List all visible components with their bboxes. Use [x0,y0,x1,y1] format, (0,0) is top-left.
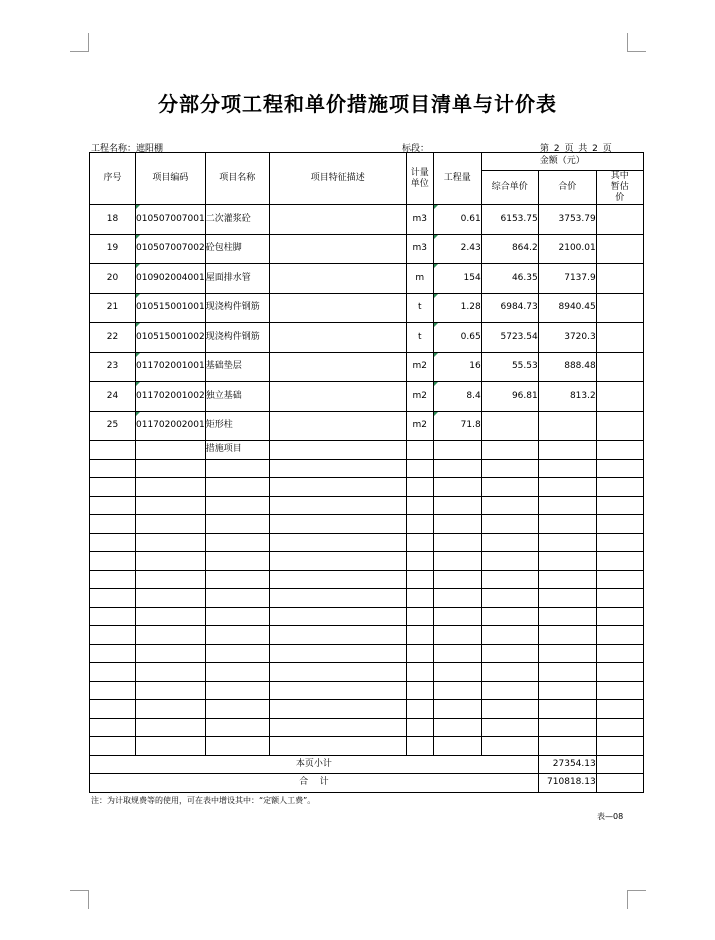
crop-mark-bottom-left [70,890,89,909]
empty-cell [205,533,269,552]
row-description [269,234,406,264]
empty-cell [90,441,136,460]
empty-cell [433,589,481,608]
empty-cell [269,644,406,663]
empty-cell [269,533,406,552]
empty-cell [481,441,538,460]
empty-cell [596,515,643,534]
footnote: 注：为计取规费等的使用，可在表中增设其中：“定额人工费”。 [91,796,316,805]
empty-cell [538,700,596,719]
row-quantity: 8.4 [433,382,481,412]
empty-cell [433,441,481,460]
cell-marker-icon [136,205,140,209]
cell-marker-icon [136,264,140,268]
empty-cell [269,459,406,478]
empty-cell [538,626,596,645]
empty-cell [433,644,481,663]
row-item-name: 独立基础 [205,382,269,412]
empty-cell [596,478,643,497]
empty-cell [538,478,596,497]
empty-cell [90,607,136,626]
row-total-price: 2100.01 [538,234,596,264]
row-provisional [596,293,643,323]
header-code: 项目编码 [136,153,206,205]
empty-cell [433,663,481,682]
table-row [90,411,644,441]
row-code: 011702001001 [136,352,206,382]
document-title: 分部分项工程和单价措施项目清单与计价表 [158,92,557,116]
row-quantity: 0.65 [433,323,481,353]
row-unit: t [406,323,433,353]
empty-cell [406,737,433,756]
cell-marker-icon [136,353,140,357]
row-code: 011702001002 [136,382,206,412]
page-subtotal-row-label: 本页小计 [90,755,539,774]
empty-cell [269,718,406,737]
page-indicator: 第 2 页 共 2 页 [540,144,612,154]
table-row-measures [90,441,644,460]
empty-cell [538,441,596,460]
row-description [269,382,406,412]
empty-cell [596,496,643,515]
empty-cell [90,533,136,552]
row-item-name: 屋面排水管 [205,264,269,294]
row-total-price: 813.2 [538,382,596,412]
empty-row [90,515,644,534]
cell-marker-icon [136,235,140,239]
empty-cell [406,644,433,663]
empty-cell [596,552,643,571]
row-item-name: 现浇构件钢筋 [205,323,269,353]
header-provisional-price: 其中暂估价 [596,171,643,205]
empty-cell [596,441,643,460]
empty-cell [90,663,136,682]
table-row [90,264,644,294]
empty-cell [433,607,481,626]
empty-cell [90,700,136,719]
empty-cell [90,737,136,756]
empty-cell [481,718,538,737]
empty-cell [433,700,481,719]
row-index: 23 [90,352,136,382]
empty-cell [596,644,643,663]
row-index: 25 [90,411,136,441]
header-unit: 计量单位 [406,153,433,205]
empty-row [90,496,644,515]
row-quantity: 1.28 [433,293,481,323]
row-quantity: 71.8 [433,411,481,441]
header-amount: 金额（元） [481,153,643,171]
cell-marker-icon [434,353,438,357]
empty-cell [406,626,433,645]
empty-cell [433,496,481,515]
bill-table [89,152,644,793]
empty-cell [538,737,596,756]
empty-cell [406,663,433,682]
section-label: 标段： [402,144,430,154]
empty-cell [433,515,481,534]
empty-cell [269,552,406,571]
row-index: 21 [90,293,136,323]
header-description: 项目特征描述 [269,153,406,205]
empty-row [90,644,644,663]
empty-cell [406,552,433,571]
row-description [269,293,406,323]
empty-cell [269,496,406,515]
empty-cell [136,441,206,460]
empty-cell [406,607,433,626]
row-item-name: 现浇构件钢筋 [205,293,269,323]
empty-cell [136,663,206,682]
empty-cell [269,626,406,645]
empty-cell [205,718,269,737]
table-row [90,234,644,264]
row-description [269,411,406,441]
table-row [90,293,644,323]
empty-cell [269,737,406,756]
empty-cell [433,570,481,589]
grand-total-row-value: 710818.13 [538,774,596,793]
row-index: 22 [90,323,136,353]
empty-cell [90,718,136,737]
empty-cell [596,626,643,645]
empty-cell [136,478,206,497]
empty-cell [269,515,406,534]
empty-cell [596,607,643,626]
empty-cell [596,700,643,719]
empty-cell [406,700,433,719]
empty-row [90,459,644,478]
row-total-price: 888.48 [538,352,596,382]
empty-cell [205,515,269,534]
cell-marker-icon [434,412,438,416]
empty-cell [433,718,481,737]
cell-marker-icon [434,323,438,327]
empty-cell [90,515,136,534]
row-total-price [538,411,596,441]
empty-cell [90,459,136,478]
table-row [90,205,644,235]
row-unit: m2 [406,352,433,382]
empty-cell [205,552,269,571]
table-row [90,352,644,382]
empty-cell [433,737,481,756]
empty-cell [481,737,538,756]
empty-cell [538,589,596,608]
empty-cell [269,681,406,700]
empty-cell [596,533,643,552]
empty-cell [481,533,538,552]
row-code: 011702002001 [136,411,206,441]
row-quantity: 2.43 [433,234,481,264]
row-index: 20 [90,264,136,294]
row-provisional [596,411,643,441]
empty-cell [538,718,596,737]
empty-cell [596,737,643,756]
empty-row [90,700,644,719]
empty-cell [205,737,269,756]
empty-cell [136,552,206,571]
empty-cell [481,644,538,663]
row-unit-price: 5723.54 [481,323,538,353]
empty-cell [136,570,206,589]
row-code: 010507007001 [136,205,206,235]
row-unit-price [481,411,538,441]
empty-cell [481,515,538,534]
empty-cell [90,626,136,645]
empty-cell [433,681,481,700]
empty-cell [481,626,538,645]
empty-cell [538,644,596,663]
empty-cell [538,607,596,626]
empty-cell [205,700,269,719]
row-item-name: 基础垫层 [205,352,269,382]
row-unit: m3 [406,205,433,235]
empty-cell [406,441,433,460]
row-unit-price: 96.81 [481,382,538,412]
row-total-price: 3720.3 [538,323,596,353]
empty-row [90,663,644,682]
empty-cell [596,774,643,793]
empty-row [90,718,644,737]
row-description [269,352,406,382]
grand-total-row [90,774,644,793]
empty-cell [481,459,538,478]
empty-cell [406,681,433,700]
empty-row [90,533,644,552]
empty-row [90,570,644,589]
empty-cell [481,700,538,719]
empty-cell [269,607,406,626]
row-code: 010507007002 [136,234,206,264]
row-unit: t [406,293,433,323]
empty-cell [205,626,269,645]
empty-cell [596,755,643,774]
row-provisional [596,323,643,353]
cell-marker-icon [434,382,438,386]
empty-cell [481,496,538,515]
cell-marker-icon [434,205,438,209]
empty-row [90,681,644,700]
empty-cell [136,496,206,515]
empty-cell [90,570,136,589]
empty-cell [538,515,596,534]
empty-cell [205,663,269,682]
row-unit-price: 46.35 [481,264,538,294]
empty-cell [90,644,136,663]
empty-cell [481,570,538,589]
empty-cell [433,626,481,645]
row-unit-price: 6984.73 [481,293,538,323]
row-item-name: 二次灌浆砼 [205,205,269,235]
page-subtotal-row-value: 27354.13 [538,755,596,774]
row-code: 010515001001 [136,293,206,323]
row-index: 24 [90,382,136,412]
empty-cell [205,607,269,626]
empty-cell [406,459,433,478]
row-provisional [596,234,643,264]
empty-cell [269,570,406,589]
empty-cell [596,589,643,608]
cell-marker-icon [136,294,140,298]
row-unit: m2 [406,382,433,412]
cell-marker-icon [434,264,438,268]
row-code: 010515001002 [136,323,206,353]
grand-total-row-label: 合 计 [90,774,539,793]
empty-cell [269,441,406,460]
empty-cell [596,459,643,478]
row-item-name: 矩形柱 [205,411,269,441]
empty-cell [481,589,538,608]
header-quantity: 工程量 [433,153,481,205]
row-index: 19 [90,234,136,264]
header-unit-price: 综合单价 [481,171,538,205]
empty-row [90,589,644,608]
empty-cell [205,681,269,700]
row-unit: m2 [406,411,433,441]
empty-cell [433,533,481,552]
row-description [269,323,406,353]
empty-cell [538,459,596,478]
empty-cell [433,478,481,497]
empty-cell [136,626,206,645]
empty-cell [205,589,269,608]
row-total-price: 7137.9 [538,264,596,294]
row-provisional [596,264,643,294]
header-index: 序号 [90,153,136,205]
table-row [90,323,644,353]
empty-cell [205,644,269,663]
cell-marker-icon [136,412,140,416]
empty-cell [538,533,596,552]
empty-cell [596,681,643,700]
empty-cell [538,570,596,589]
empty-row [90,478,644,497]
measures-label: 措施项目 [205,441,269,460]
cell-marker-icon [434,294,438,298]
row-unit: m [406,264,433,294]
empty-cell [136,644,206,663]
crop-mark-top-left [70,33,89,52]
row-item-name: 砼包柱脚 [205,234,269,264]
form-number: 表—08 [597,812,624,821]
empty-cell [90,478,136,497]
row-description [269,205,406,235]
empty-cell [406,515,433,534]
empty-cell [406,478,433,497]
empty-cell [538,496,596,515]
crop-mark-bottom-right [627,890,646,909]
empty-row [90,552,644,571]
cell-marker-icon [136,323,140,327]
empty-cell [136,589,206,608]
empty-cell [481,552,538,571]
empty-cell [481,607,538,626]
header-name: 项目名称 [205,153,269,205]
row-provisional [596,352,643,382]
empty-cell [90,496,136,515]
row-index: 18 [90,205,136,235]
empty-cell [90,552,136,571]
empty-cell [205,478,269,497]
crop-mark-top-right [627,33,646,52]
row-unit-price: 864.2 [481,234,538,264]
empty-cell [433,552,481,571]
empty-cell [136,533,206,552]
page-subtotal-row [90,755,644,774]
row-unit-price: 6153.75 [481,205,538,235]
empty-cell [406,570,433,589]
empty-cell [269,589,406,608]
row-total-price: 3753.79 [538,205,596,235]
cell-marker-icon [434,235,438,239]
row-description [269,264,406,294]
empty-row [90,607,644,626]
empty-cell [433,459,481,478]
empty-cell [406,589,433,608]
empty-cell [269,663,406,682]
empty-cell [406,496,433,515]
empty-cell [269,478,406,497]
row-code: 010902004001 [136,264,206,294]
empty-cell [481,681,538,700]
empty-cell [205,570,269,589]
empty-cell [538,552,596,571]
row-quantity: 154 [433,264,481,294]
project-name: 工程名称：遮阳棚 [91,144,164,154]
row-quantity: 16 [433,352,481,382]
empty-cell [596,718,643,737]
empty-cell [136,700,206,719]
empty-cell [205,496,269,515]
empty-cell [596,663,643,682]
row-total-price: 8940.45 [538,293,596,323]
empty-cell [596,570,643,589]
empty-cell [136,607,206,626]
row-unit: m3 [406,234,433,264]
row-provisional [596,205,643,235]
empty-cell [481,663,538,682]
empty-cell [90,681,136,700]
cell-marker-icon [136,382,140,386]
empty-cell [136,737,206,756]
empty-cell [136,681,206,700]
header-total-price: 合价 [538,171,596,205]
row-unit-price: 55.53 [481,352,538,382]
empty-cell [136,718,206,737]
empty-cell [269,700,406,719]
empty-cell [205,459,269,478]
empty-cell [90,589,136,608]
row-provisional [596,382,643,412]
empty-cell [406,533,433,552]
empty-row [90,626,644,645]
empty-cell [538,663,596,682]
table-row [90,382,644,412]
row-quantity: 0.61 [433,205,481,235]
empty-cell [136,515,206,534]
empty-cell [136,459,206,478]
empty-cell [481,478,538,497]
empty-cell [406,718,433,737]
empty-cell [538,681,596,700]
empty-row [90,737,644,756]
